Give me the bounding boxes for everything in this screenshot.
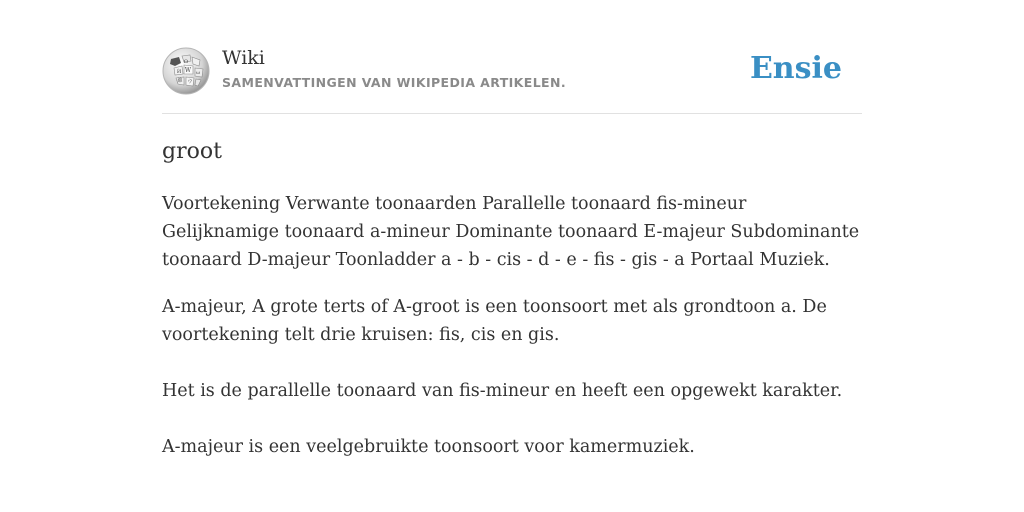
svg-text:W: W [184,67,192,74]
svg-text:維: 維 [177,78,183,84]
page [162,0,862,512]
ensie-brand-link[interactable]: Ensie [749,51,842,86]
article-summary: Voortekening Verwante toonaarden Parallelle toonaard fis-mineur Gelijknamige toonaard a-mineur Dominante toonaard E-majeur Subdominante toonaard D-majeur Toonladder a - b - cis - d - e - fis - gis - a Portaal Muziek. [162,194,860,270]
wikipedia-globe-icon[interactable] [162,47,210,95]
article-paragraph: A-majeur, A grote terts of A-groot is een toonsoort met als grondtoon a. De voortekening telt drie kruisen: fis, cis en gis. [162,297,827,345]
svg-text:Ѝ: Ѝ [176,69,182,75]
site-header [162,44,862,100]
svg-text:Ω: Ω [183,59,189,65]
article-paragraph: A-majeur is een veelgebruikte toonsoort voor kamermuziek. [162,437,695,457]
article-body [162,293,862,489]
site-subtitle: SAMENVATTINGEN VAN WIKIPEDIA ARTIKELEN. [222,75,567,90]
article-paragraph: Het is de parallelle toonaard van fis-mineur en heeft een opgewekt karakter. [162,381,843,401]
svg-text:ω: ω [195,70,201,76]
header-divider [162,113,862,114]
svg-text:ウ: ウ [187,79,193,85]
site-title[interactable]: Wiki [222,47,265,69]
page-title: groot [162,139,222,164]
